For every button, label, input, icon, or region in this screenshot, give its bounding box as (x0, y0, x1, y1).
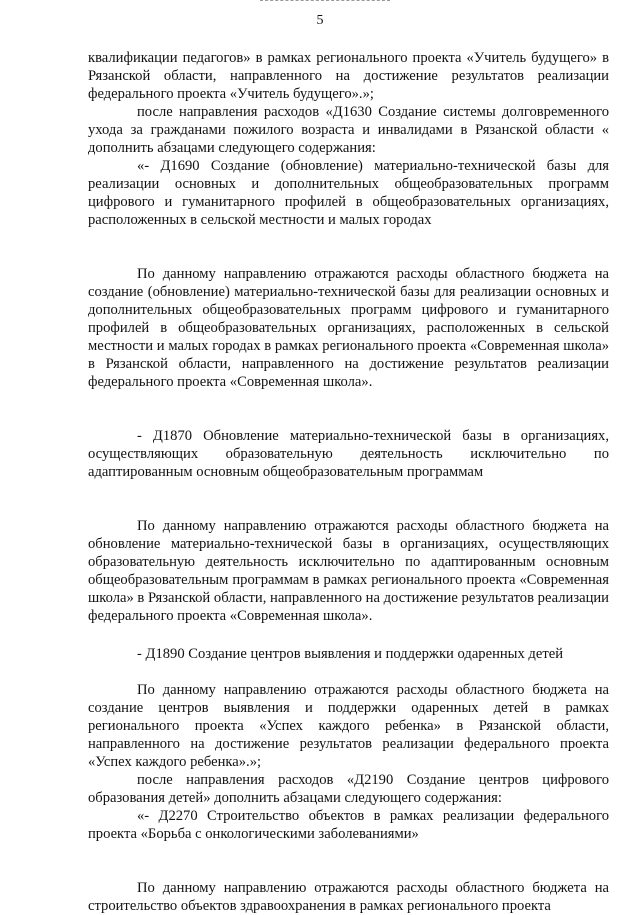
paragraph-1: квалификации педагогов» в рамках регионального проекта «Учитель будущего» в Рязанской области, направленного на достижение результатов реализации федерального проекта «Учитель будущего».»; (88, 50, 609, 102)
page-number: 5 (316, 13, 324, 28)
paragraph-6: По данному направлению отражаются расходы областного бюджета на обновление материально-технической базы в организациях, осуществляющих образовательную деятельность исключительно по адаптированным основным общеобразовательным программам в рамках регионального проекта «Современная школа» в Рязанской области, направленного на достижение результатов реализации федерального проекта «Современная школа». (88, 518, 609, 624)
spacer (88, 229, 609, 265)
paragraph-4: По данному направлению отражаются расходы областного бюджета на создание (обновление) материально-технической базы для реализации основных и дополнительных общеобразовательных программ цифрового и гуманитарного профилей в общеобразовательных организациях, расположенных в сельской местности и малых городах в рамках регионального проекта «Современная школа» в Рязанской области, направленного на достижение результатов реализации федерального проекта «Современная школа». (88, 266, 609, 390)
spacer (88, 391, 609, 427)
top-edge-mark (260, 0, 390, 3)
paragraph-7-d1890-heading: - Д1890 Создание центров выявления и поддержки одаренных детей (137, 646, 564, 662)
paragraph-2: после направления расходов «Д1630 Создание системы долговременного ухода за гражданами пожилого возраста и инвалидами в Рязанской области « дополнить абзацами следующего содержания: (88, 104, 609, 156)
paragraph-11: По данному направлению отражаются расходы областного бюджета на строительство объектов здравоохранения в рамках регионального проекта (88, 880, 609, 914)
spacer (88, 843, 609, 879)
paragraph-8: По данному направлению отражаются расходы областного бюджета на создание центров выявления и поддержки одаренных детей в рамках регионального проекта «Успех каждого ребенка» в Рязанской области, направленного на достижение результатов реализации федерального проекта «Успех каждого ребенка».»; (88, 682, 609, 770)
paragraph-9: после направления расходов «Д2190 Создание центров цифрового образования детей» дополнить абзацами следующего содержания: (88, 772, 609, 806)
paragraph-10-d2270-heading: «- Д2270 Строительство объектов в рамках реализации федерального проекта «Борьба с онкологическими заболеваниями» (88, 808, 609, 842)
paragraph-3-d1690-heading: «- Д1690 Создание (обновление) материально-технической базы для реализации основных и дополнительных общеобразовательных программ цифрового и гуманитарного профилей в общеобразовательных организациях, расположенных в сельской местности и малых городах (88, 158, 609, 228)
document-body (88, 49, 609, 915)
spacer (88, 481, 609, 517)
paragraph-5-d1870-heading: - Д1870 Обновление материально-технической базы в организациях, осуществляющих образовательную деятельность исключительно по адаптированным основным общеобразовательным программам (88, 428, 609, 480)
spacer (88, 625, 609, 645)
spacer (88, 663, 609, 681)
